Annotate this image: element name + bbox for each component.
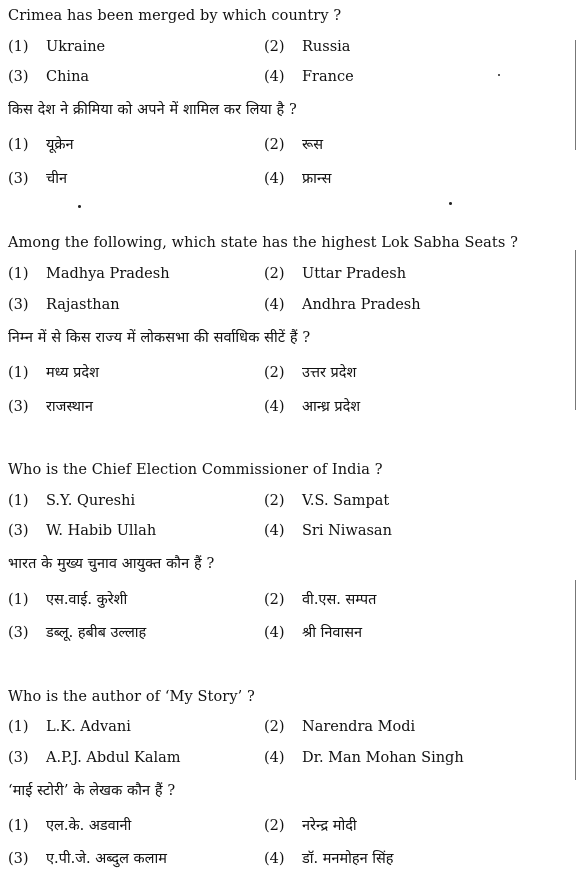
- option-number: (4): [264, 399, 285, 415]
- option-text: आन्ध्र प्रदेश: [302, 399, 361, 415]
- option-number: (4): [264, 523, 285, 539]
- option-number: (4): [264, 750, 285, 766]
- q4-option-3: [8, 749, 181, 767]
- option-number: (3): [8, 399, 29, 415]
- question-1-english: Crimea has been merged by which country ?: [8, 8, 342, 24]
- q2-hindi-option-2: [264, 364, 356, 382]
- option-number: (2): [264, 39, 285, 55]
- option-text: Madhya Pradesh: [46, 266, 170, 282]
- option-number: (3): [8, 69, 29, 85]
- option-text: L.K. Advani: [46, 719, 131, 735]
- option-number: (1): [8, 493, 29, 509]
- q1-hindi-option-3: [8, 170, 67, 188]
- option-text: France: [302, 69, 354, 85]
- option-text: Russia: [302, 39, 351, 55]
- option-number: (2): [264, 592, 285, 608]
- q2-hindi-option-1: [8, 364, 99, 382]
- question-3-hindi: भारत के मुख्य चुनाव आयुक्त कौन हैं ?: [8, 556, 215, 572]
- option-number: (4): [264, 171, 285, 187]
- q3-hindi-option-2: [264, 591, 376, 609]
- scan-speck: [78, 205, 81, 208]
- q1-option-1: [8, 38, 105, 56]
- option-number: (3): [8, 851, 29, 867]
- option-number: (1): [8, 592, 29, 608]
- option-number: (1): [8, 39, 29, 55]
- option-text: V.S. Sampat: [302, 493, 390, 509]
- option-number: (1): [8, 266, 29, 282]
- option-text: फ्रान्स: [302, 171, 332, 187]
- option-text: Narendra Modi: [302, 719, 416, 735]
- option-text: वी.एस. सम्पत: [302, 592, 377, 608]
- option-text: मध्य प्रदेश: [46, 365, 99, 381]
- q3-hindi-option-4: [264, 624, 362, 642]
- q3-option-2: [264, 492, 389, 510]
- q2-hindi-option-4: [264, 398, 360, 416]
- option-text: ए.पी.जे. अब्दुल कलाम: [46, 851, 167, 867]
- option-text: Sri Niwasan: [302, 523, 392, 539]
- option-number: (1): [8, 719, 29, 735]
- question-3-english: Who is the Chief Election Commissioner of India ?: [8, 462, 383, 478]
- option-number: (3): [8, 625, 29, 641]
- q1-option-3: [8, 68, 89, 86]
- question-2-hindi: निम्न में से किस राज्य में लोकसभा की सर्वाधिक सीटें हैं ?: [8, 330, 311, 346]
- option-number: (1): [8, 818, 29, 834]
- scan-edge-mark: [575, 580, 576, 780]
- q1-hindi-option-2: [264, 136, 323, 154]
- option-text: A.P.J. Abdul Kalam: [46, 750, 181, 766]
- option-number: (2): [264, 266, 285, 282]
- q1-option-4: [264, 68, 354, 86]
- option-number: (4): [264, 297, 285, 313]
- option-number: (2): [264, 365, 285, 381]
- question-4-hindi: ‘माई स्टोरी’ के लेखक कौन हैं ?: [8, 783, 176, 799]
- option-text: एल.के. अडवानी: [46, 818, 132, 834]
- option-text: एस.वाई. कुरेशी: [46, 592, 128, 608]
- option-text: राजस्थान: [46, 399, 93, 415]
- option-text: W. Habib Ullah: [46, 523, 157, 539]
- option-number: (4): [264, 69, 285, 85]
- q1-hindi-option-1: [8, 136, 74, 154]
- scan-speck: [498, 74, 500, 76]
- q1-hindi-option-4: [264, 170, 331, 188]
- option-text: Ukraine: [46, 39, 106, 55]
- q2-option-1: [8, 265, 170, 283]
- option-number: (3): [8, 171, 29, 187]
- option-text: Dr. Man Mohan Singh: [302, 750, 464, 766]
- q3-hindi-option-3: [8, 624, 146, 642]
- option-text: नरेन्द्र मोदी: [302, 818, 357, 834]
- option-text: श्री निवासन: [302, 625, 363, 641]
- q4-hindi-option-4: [264, 850, 394, 868]
- q4-hindi-option-1: [8, 817, 131, 835]
- q4-hindi-option-3: [8, 850, 167, 868]
- option-text: Andhra Pradesh: [302, 297, 421, 313]
- q2-option-4: [264, 296, 421, 314]
- option-number: (3): [8, 750, 29, 766]
- option-text: उत्तर प्रदेश: [302, 365, 357, 381]
- q2-option-3: [8, 296, 120, 314]
- question-4-english: Who is the author of ‘My Story’ ?: [8, 689, 255, 705]
- q4-option-2: [264, 718, 415, 736]
- option-number: (2): [264, 137, 285, 153]
- option-text: S.Y. Qureshi: [46, 493, 136, 509]
- option-text: Rajasthan: [46, 297, 120, 313]
- question-1-hindi: किस देश ने क्रीमिया को अपने में शामिल कर लिया है ?: [8, 102, 297, 118]
- option-text: Uttar Pradesh: [302, 266, 407, 282]
- q3-option-3: [8, 522, 156, 540]
- q1-option-2: [264, 38, 350, 56]
- scan-edge-mark: [575, 250, 576, 410]
- option-text: यूक्रेन: [46, 137, 74, 153]
- q2-hindi-option-3: [8, 398, 93, 416]
- option-text: डॉ. मनमोहन सिंह: [302, 851, 394, 867]
- scan-edge-mark: [575, 40, 576, 150]
- q4-option-1: [8, 718, 131, 736]
- option-number: (2): [264, 719, 285, 735]
- option-number: (3): [8, 297, 29, 313]
- option-number: (2): [264, 493, 285, 509]
- question-2-english: Among the following, which state has the highest Lok Sabha Seats ?: [8, 235, 518, 251]
- scan-speck: [449, 202, 452, 205]
- option-text: रूस: [302, 137, 324, 153]
- q2-option-2: [264, 265, 406, 283]
- q4-hindi-option-2: [264, 817, 357, 835]
- q3-option-4: [264, 522, 392, 540]
- q3-hindi-option-1: [8, 591, 127, 609]
- option-text: डब्लू. हबीब उल्लाह: [46, 625, 147, 641]
- option-number: (4): [264, 625, 285, 641]
- option-number: (3): [8, 523, 29, 539]
- q3-option-1: [8, 492, 135, 510]
- q4-option-4: [264, 749, 464, 767]
- option-text: China: [46, 69, 90, 85]
- option-number: (1): [8, 137, 29, 153]
- option-number: (1): [8, 365, 29, 381]
- option-text: चीन: [46, 171, 68, 187]
- option-number: (4): [264, 851, 285, 867]
- option-number: (2): [264, 818, 285, 834]
